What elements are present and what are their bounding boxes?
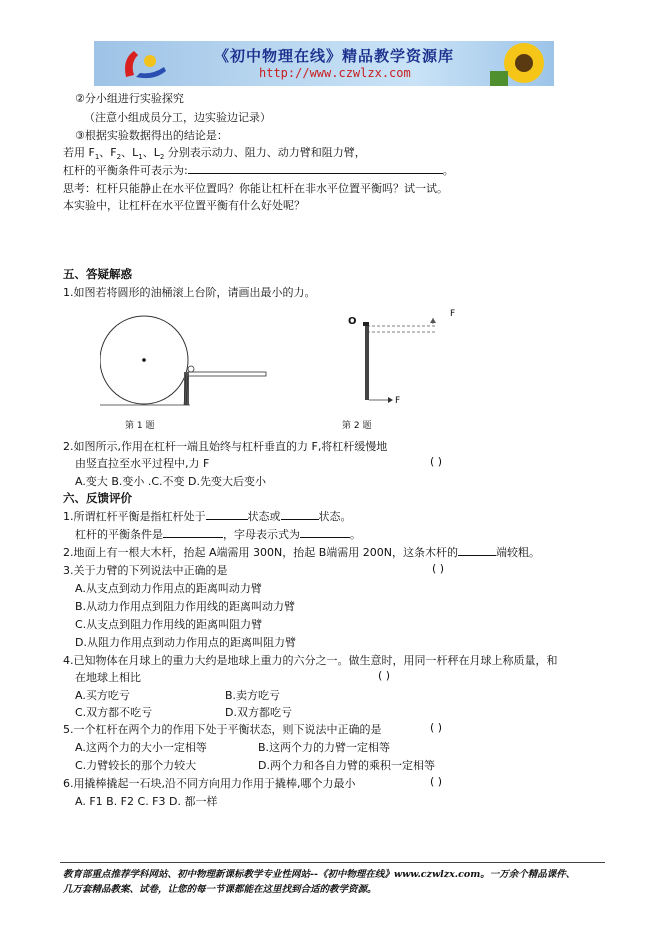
sec6-q3-answer[interactable]: ( ) bbox=[432, 562, 445, 575]
footer-divider bbox=[60, 862, 605, 863]
think-1: 思考：杠杆只能静止在水平位置吗？你能让杠杆在非水平位置平衡吗？试一试。 bbox=[63, 182, 448, 195]
figure-2-force-bottom: F bbox=[395, 396, 401, 406]
section-5-heading: 五、答疑解惑 bbox=[63, 267, 132, 281]
sec6-q5: 5.一个杠杆在两个力的作用下处于平衡状态，则下说法中正确的是 bbox=[63, 723, 382, 736]
header-banner bbox=[94, 41, 554, 86]
sec6-q4-line2: 在地球上相比 bbox=[75, 671, 141, 684]
sec6-q4-b: B.卖方吃亏 bbox=[225, 689, 281, 702]
footer-line-2: 几万套精品教案、试卷，让您的每一节课都能在这里找到合适的教学资源。 bbox=[63, 884, 377, 895]
sec6-q5-d: D.两个力和各自力臂的乘积一定相等 bbox=[258, 759, 435, 772]
blank-q1-4[interactable] bbox=[300, 527, 350, 538]
sec6-q6-options: A. F1 B. F2 C. F3 D. 都一样 bbox=[75, 795, 218, 808]
figure-2-pivot-o: O bbox=[348, 316, 357, 327]
header-url[interactable]: http://www.czwlzx.com bbox=[259, 66, 411, 80]
sec6-q3: 3.关于力臂的下列说法中正确的是 bbox=[63, 564, 228, 577]
sec6-q5-a: A.这两个力的大小一定相等 bbox=[75, 741, 207, 754]
sec6-q3-d: D.从阻力作用点到动力作用点的距离叫阻力臂 bbox=[75, 636, 296, 649]
sec5-q2-line1: 2.如图所示,作用在杠杆一端且始终与杠杆垂直的力 F,将杠杆缓慢地 bbox=[63, 440, 388, 453]
figure-2-force-top: F bbox=[450, 309, 456, 319]
figure-2-caption: 第 2 题 bbox=[342, 421, 372, 431]
sec6-q5-c: C.力臂较长的那个力较大 bbox=[75, 759, 197, 772]
sec6-q4-answer[interactable]: ( ) bbox=[378, 669, 391, 682]
blank-q1-3[interactable] bbox=[163, 527, 223, 538]
sec6-q4-c: C.双方都不吃亏 bbox=[75, 706, 153, 719]
step-2: ②分小组进行实验探究 bbox=[75, 92, 184, 105]
sunflower-icon bbox=[490, 41, 550, 86]
sec6-q2: 2.地面上有一根大木杆，抬起 A端需用 300N，抬起 B端需用 200N，这条木杆的 端较粗。 bbox=[63, 546, 540, 559]
sec5-q2-line2: 由竖直拉至水平过程中,力 F bbox=[75, 457, 210, 470]
blank-q1-2[interactable] bbox=[281, 509, 319, 520]
sec6-q5-answer[interactable]: ( ) bbox=[430, 721, 443, 734]
sec6-q4-d: D.双方都吃亏 bbox=[225, 706, 292, 719]
sec6-q6-answer[interactable]: ( ) bbox=[430, 775, 443, 788]
sec5-q2-options: A.变大 B.变小 .C.不变 D.先变大后变小 bbox=[75, 475, 267, 488]
sec6-q6: 6.用撬棒撬起一石块,沿不同方向用力作用于撬棒,哪个力最小 bbox=[63, 777, 356, 790]
sec6-q1-cont: 杠杆的平衡条件是 ，字母表示式为 。 bbox=[75, 528, 361, 541]
blank-q2[interactable] bbox=[458, 545, 496, 556]
sec6-q4-line1: 4.已知物体在月球上的重力大约是地球上重力的六分之一。做生意时，用同一杆秤在月球上称质量，和 bbox=[63, 654, 558, 667]
balance-condition: 杠杆的平衡条件可表示为: 。 bbox=[63, 164, 454, 177]
step-3: ③根据实验数据得出的结论是： bbox=[75, 129, 228, 142]
figure-1-caption: 第 1 题 bbox=[125, 421, 155, 431]
header-title: 《初中物理在线》精品教学资源库 bbox=[214, 47, 455, 65]
think-2: 本实验中，让杠杆在水平位置平衡有什么好处呢？ bbox=[63, 199, 305, 212]
balance-blank[interactable] bbox=[188, 163, 443, 174]
figure-2-lever bbox=[345, 312, 475, 412]
sec6-q3-a: A.从支点到动力作用点的距离叫动力臂 bbox=[75, 582, 262, 595]
site-logo-icon bbox=[114, 45, 174, 83]
sec5-q2-answer[interactable]: ( ) bbox=[430, 455, 443, 468]
footer-line-1: 教育部重点推荐学科网站、初中物理新课标教学专业性网站--《初中物理在线》www.czwlzx.com。一万余个精品课件、 bbox=[63, 869, 576, 880]
sec6-q1: 1.所谓杠杆平衡是指杠杆处于 状态或 状态。 bbox=[63, 510, 352, 523]
step-2-note: （注意小组成员分工，边实验边记录） bbox=[84, 111, 271, 124]
sec6-q5-b: B.这两个力的力臂一定相等 bbox=[258, 741, 391, 754]
figure-1-barrel bbox=[100, 312, 270, 417]
sec6-q3-b: B.从动力作用点到阻力作用线的距离叫动力臂 bbox=[75, 600, 296, 613]
sec6-q4-a: A.买方吃亏 bbox=[75, 689, 130, 702]
section-6-heading: 六、反馈评价 bbox=[63, 491, 132, 505]
sec5-q1: 1.如图若将圆形的油桶滚上台阶，请画出最小的力。 bbox=[63, 286, 316, 299]
symbols-line: 若用 $F_1$、$F_2$、$L_1$、$L_2$ 分别表示动力、阻力、动力臂和阻力臂， bbox=[63, 146, 366, 162]
sec6-q3-c: C.从支点到阻力作用线的距离叫阻力臂 bbox=[75, 618, 263, 631]
blank-q1-1[interactable] bbox=[206, 509, 248, 520]
